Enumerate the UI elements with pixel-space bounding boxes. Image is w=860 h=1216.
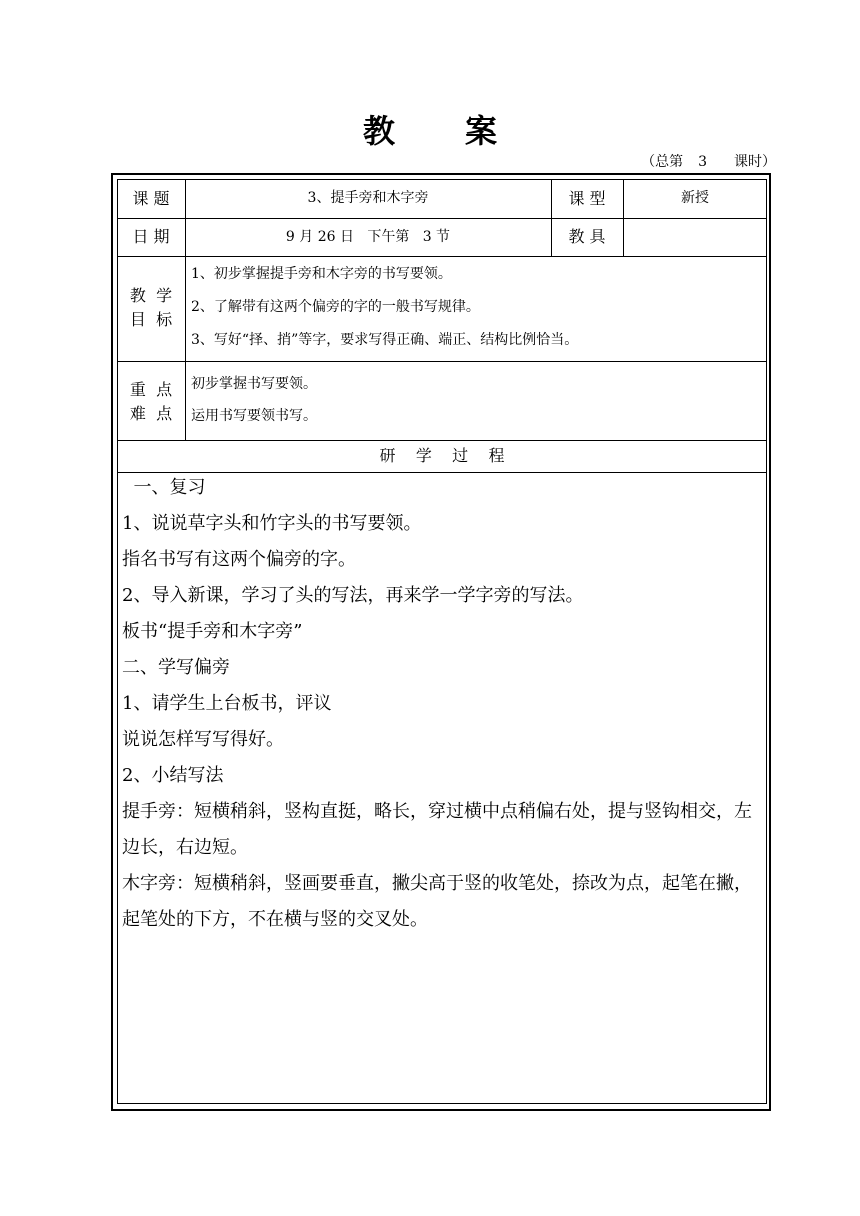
tools-label: 教 具: [568, 227, 606, 246]
row-divider: [117, 361, 767, 362]
goals-list: [191, 258, 765, 357]
title-char-1: 教: [362, 112, 395, 150]
lesson-count-suffix: 课时）: [734, 154, 776, 170]
process-line: 1、说说草字头和竹字头的书写要领。: [122, 513, 422, 534]
row-divider: [117, 256, 767, 257]
process-line: 2、小结写法: [122, 765, 224, 786]
goal-item: 2、了解带有这两个偏旁的字的一般书写规律。: [191, 299, 480, 315]
process-line: 板书“提手旁和木字旁”: [122, 621, 303, 642]
process-line: 木字旁：短横稍斜，竖画要垂直，撇尖高于竖的收笔处，捺改为点，起笔在撇，起笔处的下方，不在横与竖的交叉处。: [122, 873, 752, 930]
goals-label: [117, 284, 185, 332]
date-value: 9 月 26 日 下午第 3 节: [285, 229, 451, 245]
topic-label: 课 题: [132, 189, 170, 208]
goals-label-line-1: 教 学: [129, 286, 173, 305]
title-char-2: 案: [465, 112, 498, 150]
goal-item: 1、初步掌握提手旁和木字旁的书写要领。: [191, 266, 452, 282]
goals-label-line-2: 目 标: [129, 310, 173, 329]
key-label-line-1: 重 点: [129, 380, 173, 399]
lesson-count: [641, 151, 776, 171]
type-label: 课 型: [568, 189, 606, 208]
process-line: 说说怎样写写得好。: [122, 729, 284, 750]
key-points-label: [117, 378, 185, 426]
goal-item: 3、写好“择、捎”等字，要求写得正确、端正、结构比例恰当。: [191, 332, 579, 348]
tools-value: [623, 218, 767, 256]
process-line: 2、导入新课，学习了头的写法，再来学一学字旁的写法。: [122, 585, 584, 606]
page-title: [0, 106, 860, 152]
key-label-line-2: 难 点: [129, 404, 173, 423]
date-label: 日 期: [132, 227, 170, 246]
process-header: 研 学 过 程: [379, 446, 505, 465]
topic-value: 3、提手旁和木字旁: [307, 190, 429, 206]
key-point-item: 初步掌握书写要领。: [191, 376, 317, 392]
process-content: [122, 470, 767, 938]
lesson-count-prefix: （总第: [641, 154, 684, 170]
process-line: 提手旁：短横稍斜，竖构直挺，略长，穿过横中点稍偏右处，提与竖钩相交，左边长，右边短。: [122, 801, 752, 858]
process-line: 一、复习: [122, 477, 206, 498]
key-point-item: 运用书写要领书写。: [191, 408, 317, 424]
key-points-list: [191, 368, 765, 432]
lesson-count-number: 3: [698, 154, 707, 170]
process-line: 二、学写偏旁: [122, 657, 230, 678]
type-value: 新授: [681, 190, 709, 206]
process-line: 1、请学生上台板书，评议: [122, 693, 332, 714]
process-line: 指名书写有这两个偏旁的字。: [122, 549, 356, 570]
